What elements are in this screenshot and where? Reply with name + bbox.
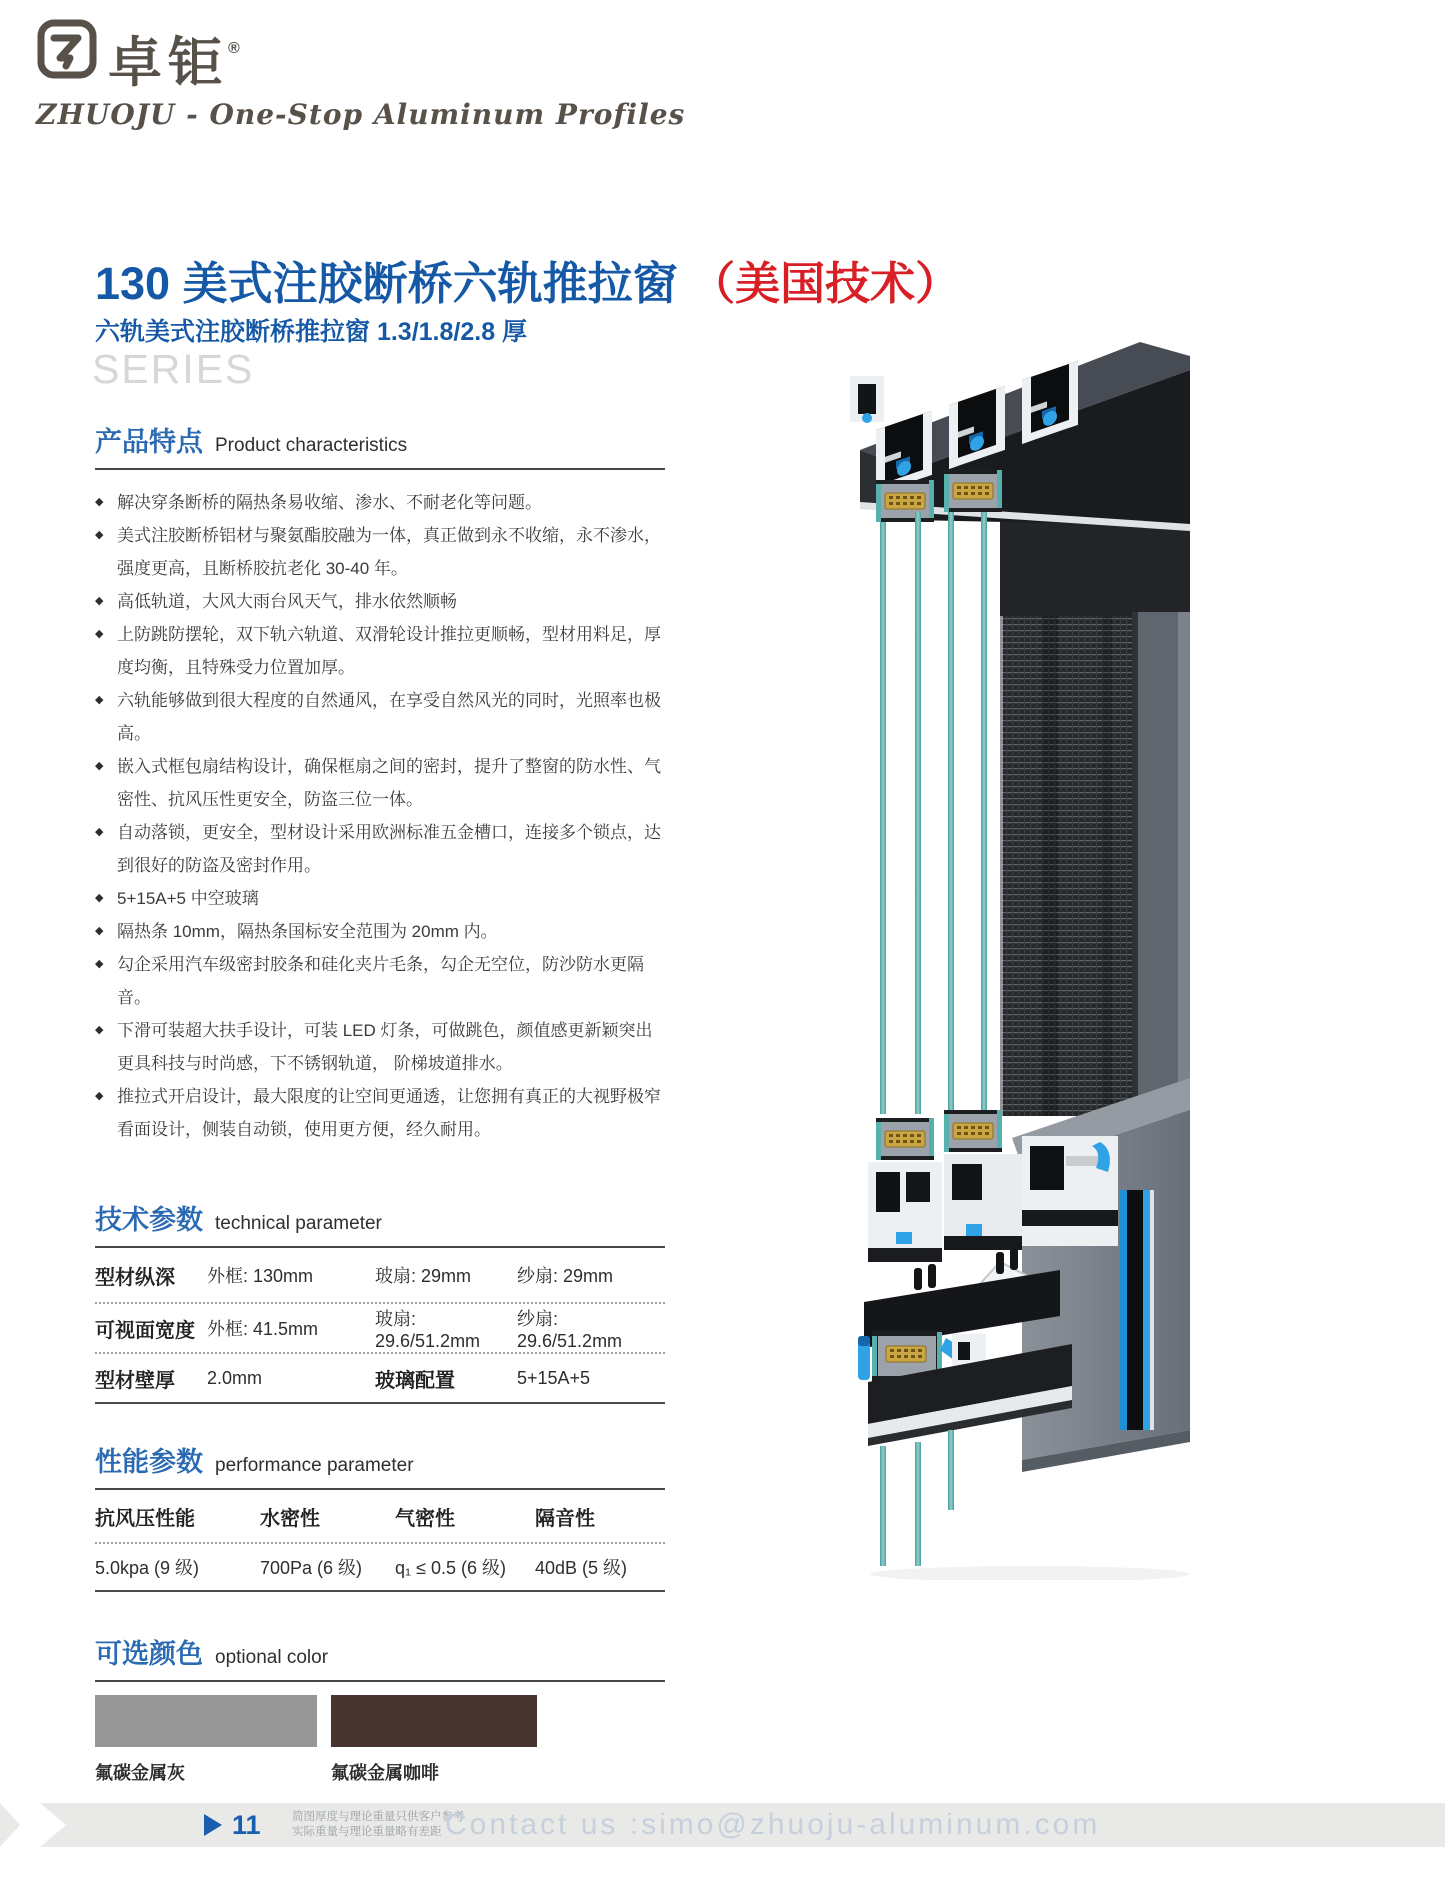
table-cell: 玻扇: 29mm: [375, 1266, 472, 1286]
section-heading: [95, 1198, 665, 1237]
section-heading-zh: 产品特点: [95, 427, 203, 457]
optional-colors-section: [95, 1632, 665, 1785]
table-cell: 型材壁厚: [95, 1369, 175, 1392]
feature-item: ◆ 5+15A+5 中空玻璃: [95, 882, 665, 915]
table-header-cell: 水密性: [260, 1507, 320, 1530]
logo-mark-icon: [36, 18, 98, 80]
feature-item: ◆ 六轨能够做到很大程度的自然通风，在享受自然风光的同时，光照率也极高。: [95, 684, 665, 750]
table-cell: 外框: 130mm: [207, 1266, 314, 1286]
color-swatch-gray: [95, 1695, 317, 1747]
table-cell: 2.0mm: [207, 1367, 263, 1388]
table-header-cell: 隔音性: [535, 1507, 595, 1530]
contact-email[interactable]: Contact us :simo@zhuoju-aluminum.com: [445, 1808, 1101, 1841]
table-cell: 玻扇: 29.6/51.2mm: [375, 1308, 481, 1351]
section-heading-en: performance parameter: [215, 1455, 414, 1476]
feature-item: ◆ 自动落锁，更安全，型材设计采用欧洲标准五金槽口，连接多个锁点，达到很好的防盗及密封作用。: [95, 816, 665, 882]
section-rule: [95, 1680, 665, 1682]
footer-notes: [292, 1810, 465, 1840]
color-swatches: [95, 1695, 665, 1747]
color-swatch-coffee: [331, 1695, 537, 1747]
section-heading: [95, 1632, 665, 1671]
feature-item: ◆ 上防跳防摆轮，双下轨六轨道、双滑轮设计推拉更顺畅，型材用料足，厚度均衡，且特殊受力位置加厚。: [95, 618, 665, 684]
window-profile-illustration: [700, 330, 1190, 1580]
table-cell: 40dB (5 级): [535, 1558, 628, 1578]
table-cell: 700Pa (6 级): [260, 1558, 363, 1578]
product-characteristics-section: [95, 420, 665, 1146]
table-cell: q₁ ≤ 0.5 (6 级): [395, 1558, 506, 1578]
feature-list: [95, 486, 665, 1146]
section-heading-en: technical parameter: [215, 1213, 382, 1234]
table-cell: 型材纵深: [95, 1266, 175, 1289]
footer-note-line2: 实际重量与理论重量略有差距: [292, 1826, 442, 1838]
table-row: [95, 1544, 665, 1592]
section-heading-en: optional color: [215, 1647, 329, 1668]
registered-mark: ®: [228, 40, 240, 57]
glazing-channel-blue: [1120, 1190, 1154, 1430]
glass-panes-upper: [880, 512, 987, 1114]
table-cell: 纱扇: 29.6/51.2mm: [517, 1308, 623, 1351]
table-cell: 可视面宽度: [95, 1319, 195, 1342]
technical-parameters-section: [95, 1198, 665, 1404]
glass-panes-lower: [880, 1430, 954, 1566]
glazing-spacer-block: [944, 470, 1002, 512]
logo-text: 卓钜®: [108, 33, 240, 93]
brand-logo: [36, 18, 685, 131]
page-number: 11: [232, 1809, 261, 1840]
table-cell: 外框: 41.5mm: [207, 1319, 319, 1339]
footer-chevron-icon: [0, 1803, 66, 1847]
table-cell: 纱扇: 29mm: [517, 1266, 614, 1286]
page-title: 130 美式注胶断桥六轨推拉窗 （美国技术）: [95, 258, 961, 309]
feature-item: ◆ 解决穿条断桥的隔热条易收缩、渗水、不耐老化等问题。: [95, 486, 665, 519]
table-row: [95, 1248, 665, 1304]
section-heading-zh: 可选颜色: [95, 1639, 203, 1669]
feature-item: ◆ 隔热条 10mm，隔热条国标安全范围为 20mm 内。: [95, 915, 665, 948]
glazing-spacer-block: [876, 480, 934, 522]
series-watermark: SERIES: [92, 346, 255, 392]
mesh-screen: [1000, 512, 1190, 1116]
table-header-cell: 抗风压性能: [95, 1507, 195, 1530]
page-subtitle: 六轨美式注胶断桥推拉窗 1.3/1.8/2.8 厚: [95, 318, 528, 346]
feature-item: ◆ 勾企采用汽车级密封胶条和硅化夹片毛条，勾企无空位，防沙防水更隔音。: [95, 948, 665, 1014]
feature-item: ◆ 推拉式开启设计，最大限度的让空间更通透，让您拥有真正的大视野极窄看面设计，侧装自动锁，使用更方便，经久耐用。: [95, 1080, 665, 1146]
performance-parameters-section: [95, 1440, 665, 1592]
feature-item: ◆ 嵌入式框包扇结构设计，确保框扇之间的密封，提升了整窗的防水性、气密性、抗风压性更安全，防盗三位一体。: [95, 750, 665, 816]
table-header-cell: 气密性: [395, 1507, 455, 1530]
color-swatch-label: 氟碳金属咖啡: [331, 1763, 439, 1783]
table-row: [95, 1354, 665, 1404]
table-cell: 5.0kpa (9 级): [95, 1558, 200, 1578]
table-cell: 玻璃配置: [375, 1369, 455, 1392]
feature-item: ◆ 美式注胶断桥铝材与聚氨酯胶融为一体，真正做到永不收缩，永不渗水，强度更高，且断桥胶抗老化 30-40 年。: [95, 519, 665, 585]
footer-bar: [0, 1803, 1445, 1847]
table-cell: 5+15A+5: [517, 1367, 591, 1388]
feature-item: ◆ 高低轨道，大风大雨台风天气，排水依然顺畅: [95, 585, 665, 618]
footer-note-line1: 简图厚度与理论重量只供客户参考: [292, 1811, 465, 1823]
section-rule: [95, 468, 665, 470]
feature-item: ◆ 下滑可装超大扶手设计，可装 LED 灯条，可做跳色，颜值感更新颖突出更具科技与时尚感，下不锈钢轨道， 阶梯坡道排水。: [95, 1014, 665, 1080]
section-heading: [95, 420, 665, 459]
section-heading-zh: 性能参数: [95, 1447, 203, 1477]
play-triangle-icon: [204, 1814, 222, 1836]
section-heading: [95, 1440, 665, 1479]
section-heading-en: Product characteristics: [215, 435, 408, 456]
table-header-row: [95, 1490, 665, 1544]
color-swatch-label: 氟碳金属灰: [95, 1763, 185, 1783]
table-row: [95, 1304, 665, 1354]
page-title-highlight: （美国技术）: [690, 258, 961, 309]
section-heading-zh: 技术参数: [95, 1205, 203, 1235]
logo-tagline: ZHUOJU - One-Stop Aluminum Profiles: [36, 98, 686, 131]
